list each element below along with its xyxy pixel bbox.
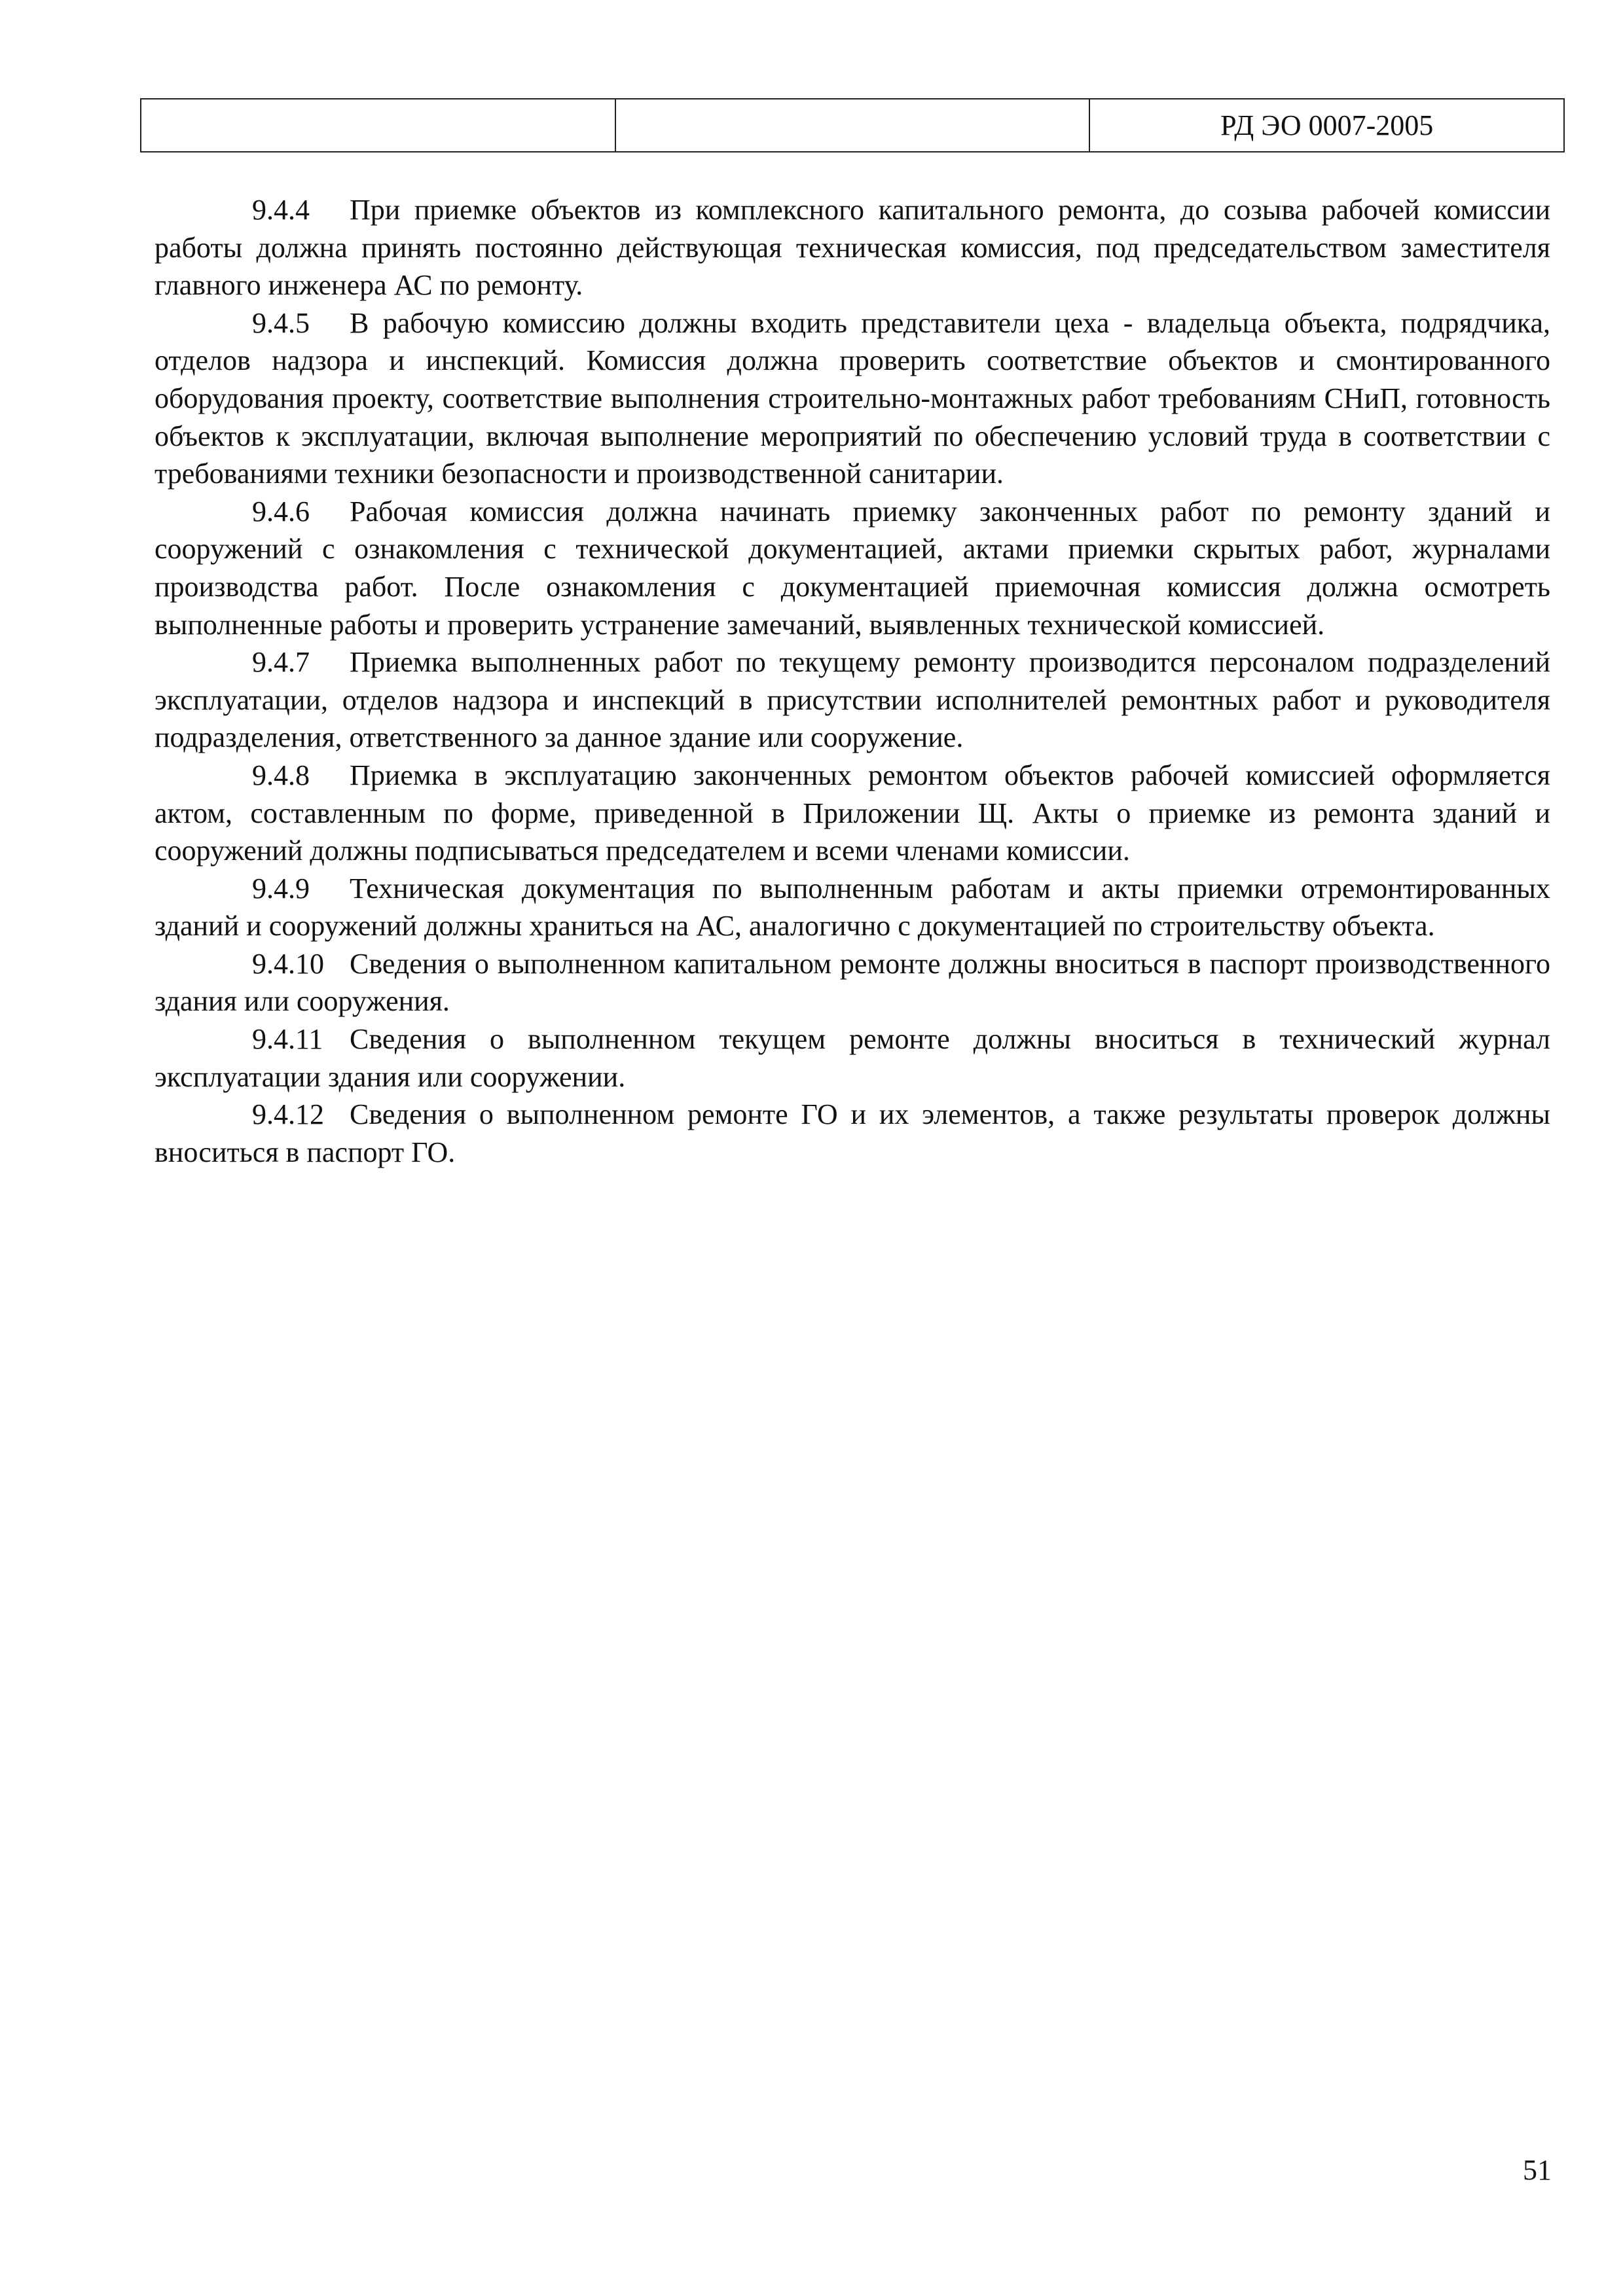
- paragraph-number: 9.4.4: [252, 194, 310, 226]
- paragraph-9-4-11: [155, 1020, 1550, 1096]
- paragraph-number: 9.4.5: [252, 306, 310, 339]
- document-body: [155, 191, 1550, 1171]
- paragraph-text: Приемка выполненных работ по текущему ремонту производится персоналом подразделений эксплуатации, отделов надзора и инспекций в присутствии исполнителей ремонтных работ и руководителя подразделения, ответственного за данное здание или сооружение.: [155, 646, 1550, 754]
- paragraph-number: 9.4.8: [252, 759, 310, 791]
- paragraph-number: 9.4.11: [252, 1023, 323, 1056]
- page-number: 51: [1523, 2154, 1552, 2186]
- paragraph-text: Приемка в эксплуатацию законченных ремонтом объектов рабочей комиссией оформляется актом, составленным по форме, приведенной в Приложении Щ. Акты о приемке из ремонта зданий и сооружений должны подписываться председателем и всеми членами комиссии.: [155, 759, 1550, 867]
- paragraph-9-4-9: [155, 870, 1550, 945]
- paragraph-text: При приемке объектов из комплексного капитального ремонта, до созыва рабочей комиссии работы должна принять постоянно действующая техническая комиссия, под председательством заместителя главного инженера АС по ремонту.: [155, 194, 1550, 302]
- paragraph-9-4-7: [155, 643, 1550, 757]
- paragraph-text: Сведения о выполненном текущем ремонте должны вноситься в технический журнал эксплуатации здания или сооружении.: [155, 1023, 1550, 1093]
- paragraph-9-4-12: [155, 1096, 1550, 1171]
- header-cell-1: [141, 99, 615, 152]
- paragraph-number: 9.4.9: [252, 872, 310, 905]
- header-cell-2: [615, 99, 1090, 152]
- header-table: [140, 98, 1565, 152]
- paragraph-text: Техническая документация по выполненным работам и акты приемки отремонтированных зданий и сооружений должны храниться на АС, аналогично с документацией по строительству объекта.: [155, 872, 1550, 942]
- paragraph-9-4-6: [155, 493, 1550, 643]
- document-code: РД ЭО 0007-2005: [1089, 99, 1564, 152]
- paragraph-text: Рабочая комиссия должна начинать приемку законченных работ по ремонту зданий и сооружений с ознакомления с технической документацией, актами приемки скрытых работ, журналами производства работ. После ознакомления с документацией приемочная комиссия должна осмотреть выполненные работы и проверить устранение замечаний, выявленных технической комиссией.: [155, 495, 1550, 641]
- paragraph-text: В рабочую комиссию должны входить представители цеха - владельца объекта, подрядчика, отделов надзора и инспекций. Комиссия должна проверить соответствие объектов и смонтированного оборудования проекту, соответствие выполнения строительно-монтажных работ требованиям СНиП, готовность объектов к эксплуатации, включая выполнение мероприятий по обеспечению условий труда в соответствии с требованиями техники безопасности и производственной санитарии.: [155, 306, 1550, 490]
- paragraph-number: 9.4.10: [252, 947, 324, 980]
- paragraph-text: Сведения о выполненном ремонте ГО и их элементов, а также результаты проверок должны вноситься в паспорт ГО.: [155, 1098, 1550, 1168]
- paragraph-9-4-10: [155, 945, 1550, 1020]
- paragraph-9-4-8: [155, 757, 1550, 870]
- paragraph-number: 9.4.7: [252, 646, 310, 679]
- paragraph-9-4-4: [155, 191, 1550, 304]
- paragraph-number: 9.4.12: [252, 1098, 324, 1131]
- paragraph-number: 9.4.6: [252, 495, 310, 528]
- paragraph-text: Сведения о выполненном капитальном ремонте должны вноситься в паспорт производственного здания или сооружения.: [155, 947, 1550, 1018]
- header-row: [141, 99, 1564, 152]
- paragraph-9-4-5: [155, 304, 1550, 493]
